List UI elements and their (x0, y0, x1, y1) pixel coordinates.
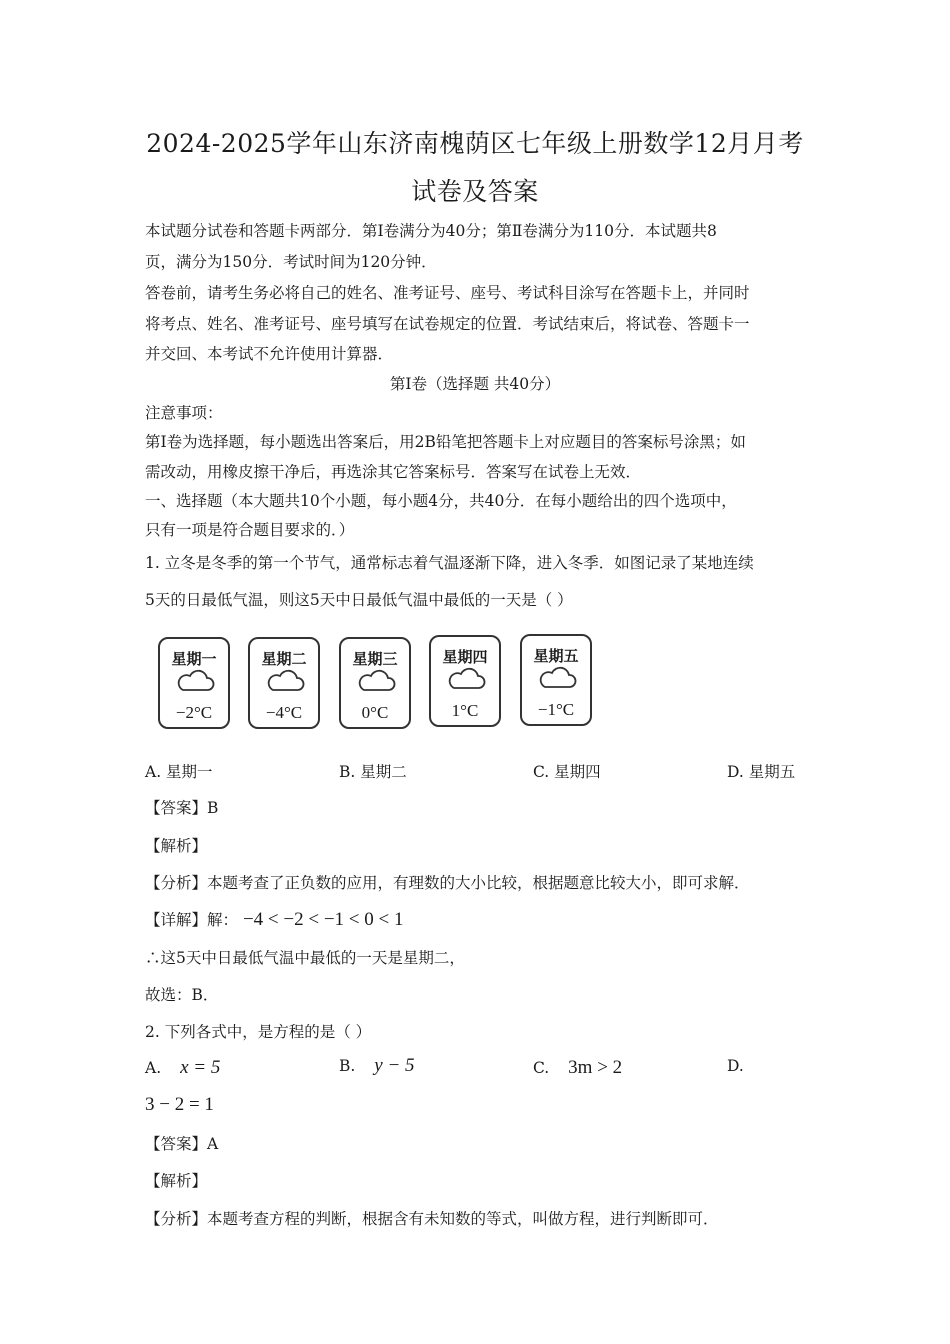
q2-option-d-label: D. (727, 1057, 744, 1075)
notice-line-1: 第Ⅰ卷为选择题，每小题选出答案后，用2B铅笔把答题卡上对应题目的答案标号涂黑；如 (145, 433, 746, 451)
q1-stem-line-2: 5天的日最低气温，则这5天中日最低气温中最低的一天是（ ） (145, 591, 573, 609)
cloud-icon (446, 667, 486, 691)
weather-card-tuesday (248, 637, 320, 729)
card-temperature: −2°C (175, 703, 213, 722)
q1-option-c: C. 星期四 (533, 763, 601, 781)
q2-option-b-math: y − 5 (374, 1055, 415, 1076)
part1-line-1: 一、选择题（本大题共10个小题，每小题4分，共40分．在每小题给出的四个选项中， (145, 492, 737, 510)
q1-option-a: A. 星期一 (145, 763, 213, 781)
page-title-line-1: 2024-2025学年山东济南槐荫区七年级上册数学12月月考 (146, 129, 804, 158)
weather-card-thursday (429, 635, 501, 727)
q1-detail-inequality: −4 < −2 < −1 < 0 < 1 (242, 909, 404, 930)
cloud-icon (265, 669, 305, 693)
q1-option-b: B. 星期二 (339, 763, 407, 781)
q2-option-a (145, 1057, 220, 1079)
card-temperature: 0°C (361, 703, 389, 722)
card-day-label: 星期一 (171, 650, 217, 668)
card-day-label: 星期三 (352, 650, 398, 668)
q2-answer: 【答案】A (145, 1135, 219, 1153)
card-temperature: −1°C (537, 700, 575, 719)
cloud-icon (537, 666, 577, 690)
intro-line-2: 页，满分为150分．考试时间为120分钟． (145, 253, 437, 271)
card-temperature: 1°C (451, 701, 479, 720)
card-temperature: −4°C (265, 703, 303, 722)
card-day-label: 星期四 (442, 648, 488, 666)
q1-conclusion: ∴这5天中日最低气温中最低的一天是星期二， (145, 949, 465, 967)
q2-stem: 2. 下列各式中，是方程的是（ ） (145, 1023, 372, 1041)
card-day-label: 星期二 (261, 650, 307, 668)
q2-option-b (339, 1055, 415, 1077)
intro-line-3: 答卷前，请考生务必将自己的姓名、准考证号、座号、考试科目涂写在答题卡上，并同时 (145, 284, 750, 302)
weather-card-wednesday (339, 637, 411, 729)
intro-line-4: 将考点、姓名、准考证号、座号填写在试卷规定的位置．考试结束后，将试卷、答题卡一 (145, 315, 750, 333)
q1-detail (145, 908, 403, 931)
weather-card-friday (520, 634, 592, 726)
page-title-line-2: 试卷及答案 (411, 177, 539, 206)
q1-detail-label: 【详解】解： (145, 911, 239, 929)
q1-answer: 【答案】B (145, 799, 219, 817)
card-day-label: 星期五 (533, 647, 579, 665)
weather-card-monday (158, 637, 230, 729)
q2-option-a-label: A. (145, 1059, 162, 1077)
cloud-icon (175, 669, 215, 693)
q1-option-d: D. 星期五 (727, 763, 796, 781)
q2-option-c-math: 3m > 2 (568, 1057, 623, 1078)
q2-option-c-label: C. (533, 1059, 550, 1077)
cloud-icon (356, 669, 396, 693)
q2-option-d-math: 3 − 2 = 1 (145, 1094, 214, 1115)
q1-fenxi: 【分析】本题考查了正负数的应用，有理数的大小比较，根据题意比较大小，即可求解． (145, 874, 750, 892)
q1-choose: 故选：B． (145, 986, 219, 1004)
q2-option-c (533, 1057, 622, 1079)
q1-stem-line-1: 1. 立冬是冬季的第一个节气，通常标志着气温逐渐下降，进入冬季．如图记录了某地连续 (145, 554, 754, 572)
notice-heading: 注意事项： (145, 404, 223, 422)
q2-jiexi: 【解析】 (145, 1172, 208, 1190)
q2-option-a-math: x = 5 (180, 1057, 221, 1078)
q1-jiexi: 【解析】 (145, 837, 208, 855)
q2-fenxi: 【分析】本题考查方程的判断，根据含有未知数的等式，叫做方程，进行判断即可． (145, 1210, 719, 1228)
intro-line-1: 本试题分试卷和答题卡两部分．第Ⅰ卷满分为40分；第Ⅱ卷满分为110分．本试题共8 (145, 222, 717, 240)
part1-line-2: 只有一项是符合题目要求的．） (145, 521, 355, 539)
notice-line-2: 需改动，用橡皮擦干净后，再选涂其它答案标号．答案写在试卷上无效． (145, 463, 642, 481)
section-title: 第Ⅰ卷（选择题 共40分） (389, 375, 561, 393)
q2-option-b-label: B. (339, 1057, 356, 1075)
intro-line-5: 并交回、本考试不允许使用计算器． (145, 345, 394, 363)
